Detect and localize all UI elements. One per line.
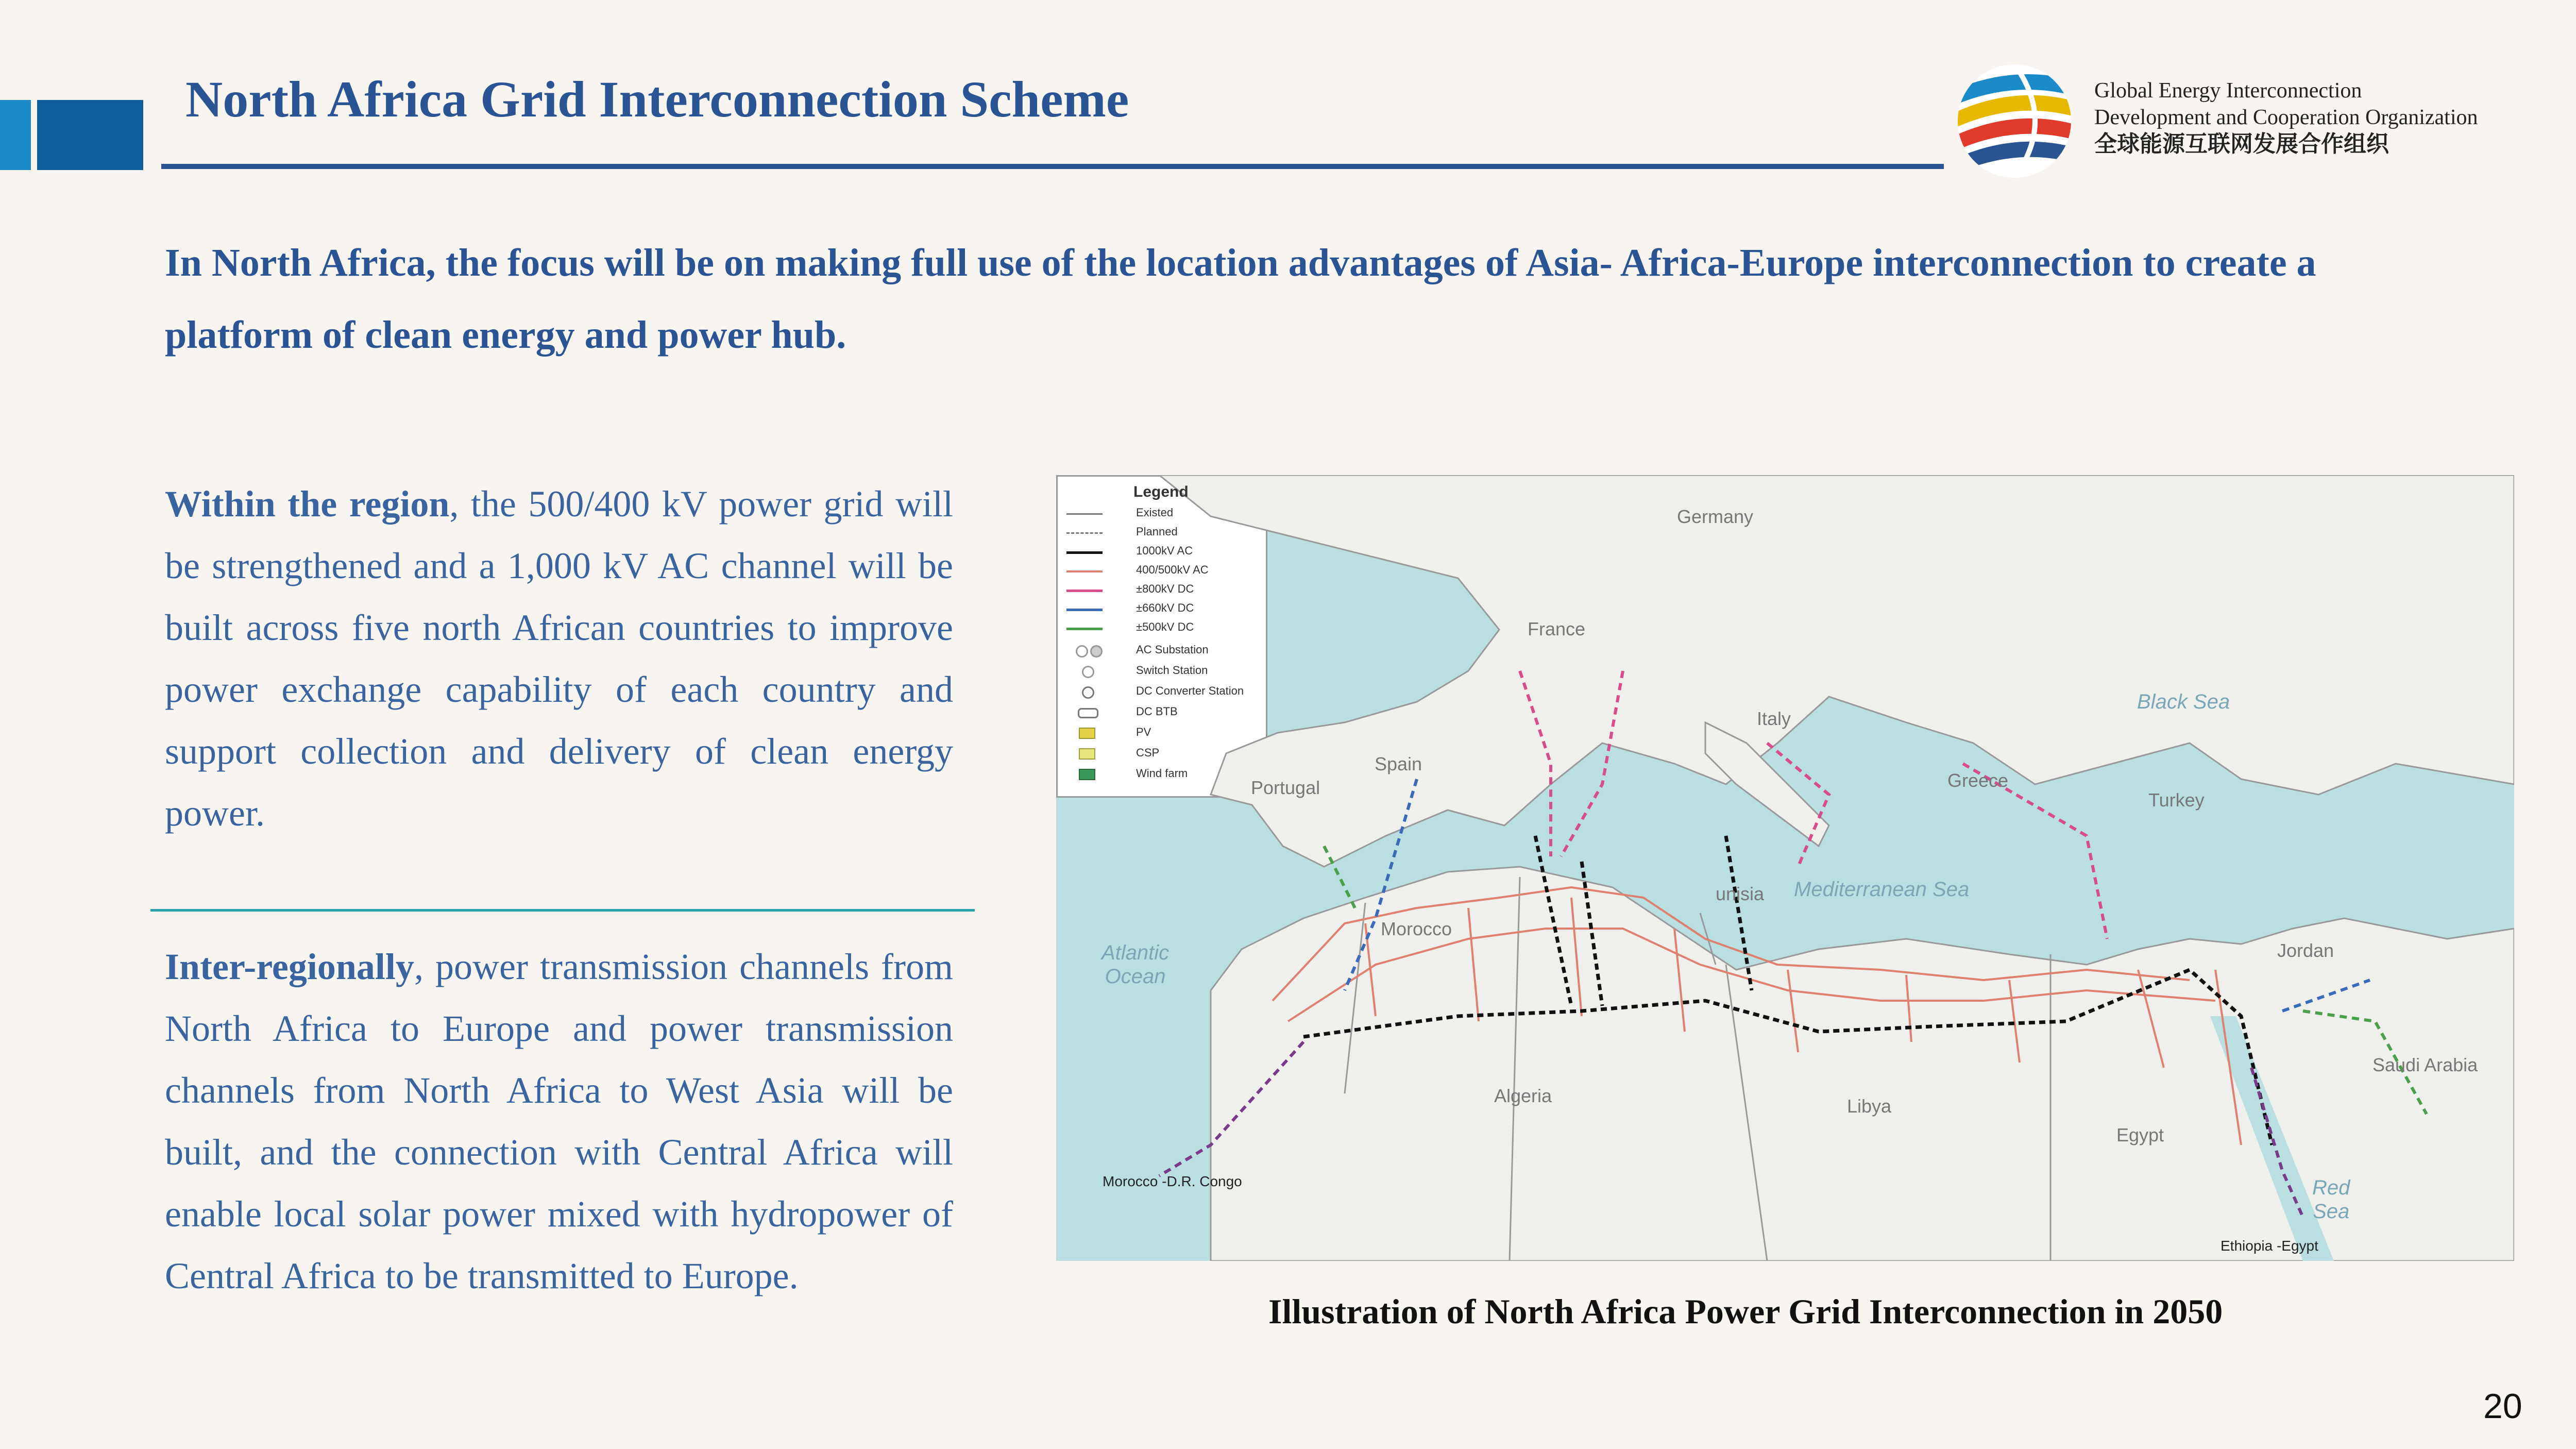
- dc-converter-icon: [1082, 686, 1094, 699]
- globe-logo-icon: [1953, 62, 2076, 180]
- legend-label: Wind farm: [1136, 767, 1188, 780]
- map-label-morocco-drc: Morocco -D.R. Congo: [1103, 1173, 1242, 1189]
- legend-item-existed: [1066, 506, 1262, 524]
- section-within-region-text: , the 500/400 kV power grid will be strengthened and a 1,000 kV AC channel will be built across five north African countries to improve power exchange capability of each country and support collection and delivery of clean energy power.: [165, 483, 954, 834]
- legend-item-switch-station: [1066, 664, 1262, 681]
- dc-btb-icon: [1078, 708, 1098, 718]
- page-number: 20: [2483, 1387, 2522, 1426]
- map-label-red-sea: Red Sea: [2312, 1176, 2350, 1223]
- section-inter-regionally: [165, 936, 953, 1307]
- legend-item-500kv-dc: [1066, 620, 1262, 638]
- legend-label: 400/500kV AC: [1136, 563, 1209, 576]
- map-label-algeria: Algeria: [1494, 1085, 1552, 1106]
- legend-swatch: [1066, 513, 1103, 515]
- wind-farm-icon: [1079, 769, 1095, 780]
- ac-substation-icon-alt: [1090, 645, 1103, 658]
- page-title: North Africa Grid Interconnection Scheme: [185, 71, 1129, 128]
- legend-label: 1000kV AC: [1136, 544, 1193, 557]
- legend-swatch: [1066, 551, 1103, 554]
- map-label-libya: Libya: [1847, 1096, 1892, 1117]
- map-graphic: [1056, 475, 2514, 1261]
- org-name-cn: 全球能源互联网发展合作组织: [2094, 131, 2389, 157]
- map-label-egypt: Egypt: [2116, 1124, 2164, 1145]
- legend-swatch: [1066, 532, 1103, 534]
- section-within-region: [165, 473, 953, 844]
- map-label-germany: Germany: [1677, 506, 1754, 527]
- legend-item-planned: [1066, 525, 1262, 543]
- legend-label: PV: [1136, 726, 1151, 738]
- intro-text: In North Africa, the focus will be on making full use of the location advantages of Asia- Africa-Europe interconnection to create a platform of clean energy and power hub.: [165, 241, 2316, 357]
- header-accent-dark: [37, 100, 143, 170]
- map-caption: Illustration of North Africa Power Grid Interconnection in 2050: [1268, 1292, 2223, 1331]
- legend-label: DC Converter Station: [1136, 684, 1244, 697]
- section-divider: [150, 909, 975, 912]
- section-inter-regionally-text: , power transmission channels from North Africa to Europe and power transmission channels from North Africa to West Asia will be built, and the connection with Central Africa will enable local solar power mixed with hydropower of Central Africa to be transmitted to Europe.: [165, 946, 953, 1296]
- legend-item-pv: [1066, 726, 1262, 743]
- map-label-saudi-arabia: Saudi Arabia: [2372, 1054, 2478, 1075]
- section-inter-regionally-lead: Inter-regionally: [165, 946, 414, 987]
- map-label-ethiopia-egypt: Ethiopia -Egypt: [2221, 1238, 2318, 1254]
- legend-label: Existed: [1136, 506, 1174, 519]
- legend-item-csp: [1066, 746, 1262, 764]
- legend-item-1000kv-ac: [1066, 544, 1262, 562]
- title-underline: [161, 164, 1944, 169]
- legend-label: Planned: [1136, 525, 1178, 538]
- map-label-spain: Spain: [1375, 753, 1422, 774]
- legend-label: CSP: [1136, 746, 1160, 759]
- legend-label: AC Substation: [1136, 643, 1209, 656]
- legend-item-ac-substation: [1066, 643, 1262, 661]
- legend-title: Legend: [1133, 483, 1189, 500]
- map-label-black-sea: Black Sea: [2137, 690, 2230, 713]
- map-label-greece: Greece: [1947, 770, 2009, 791]
- legend-swatch: [1066, 570, 1103, 572]
- org-name-en-1: Global Energy Interconnection: [2094, 79, 2362, 103]
- org-name-en-2: Development and Cooperation Organization: [2094, 106, 2478, 129]
- legend-label: DC BTB: [1136, 705, 1178, 718]
- section-within-region-lead: Within the region: [165, 483, 450, 525]
- legend-swatch: [1066, 628, 1103, 630]
- legend-item-660kv-dc: [1066, 601, 1262, 619]
- legend-item-dc-btb: [1066, 705, 1262, 722]
- legend-label: ±660kV DC: [1136, 601, 1194, 614]
- switch-station-icon: [1082, 666, 1094, 678]
- legend-label: ±800kV DC: [1136, 582, 1194, 595]
- legend-item-dc-converter: [1066, 684, 1262, 702]
- legend-item-800kv-dc: [1066, 582, 1262, 600]
- legend-item-wind-farm: [1066, 767, 1262, 784]
- grid-map: [1056, 475, 2514, 1261]
- map-label-france: France: [1528, 618, 1586, 639]
- map-label-atlantic-ocean: Atlantic Ocean: [1101, 941, 1170, 988]
- pv-icon: [1079, 728, 1095, 739]
- legend-swatch: [1066, 609, 1103, 611]
- legend-label: Switch Station: [1136, 664, 1208, 677]
- map-label-italy: Italy: [1757, 708, 1791, 729]
- org-name: [2094, 77, 2478, 158]
- map-label-mediterranean-sea: Mediterranean Sea: [1794, 878, 1970, 901]
- map-label-turkey: Turkey: [2148, 789, 2205, 811]
- map-label-tunisia: unisia: [1716, 883, 1765, 904]
- csp-icon: [1079, 748, 1095, 760]
- map-legend: [1056, 475, 1267, 798]
- header-accent-light: [0, 100, 31, 170]
- legend-label: ±500kV DC: [1136, 620, 1194, 633]
- ac-substation-icon: [1076, 645, 1088, 658]
- map-label-portugal: Portugal: [1251, 777, 1320, 798]
- map-label-jordan: Jordan: [2277, 940, 2334, 961]
- legend-swatch: [1066, 589, 1103, 592]
- map-label-morocco: Morocco: [1381, 918, 1452, 939]
- legend-item-400-500kv-ac: [1066, 563, 1262, 581]
